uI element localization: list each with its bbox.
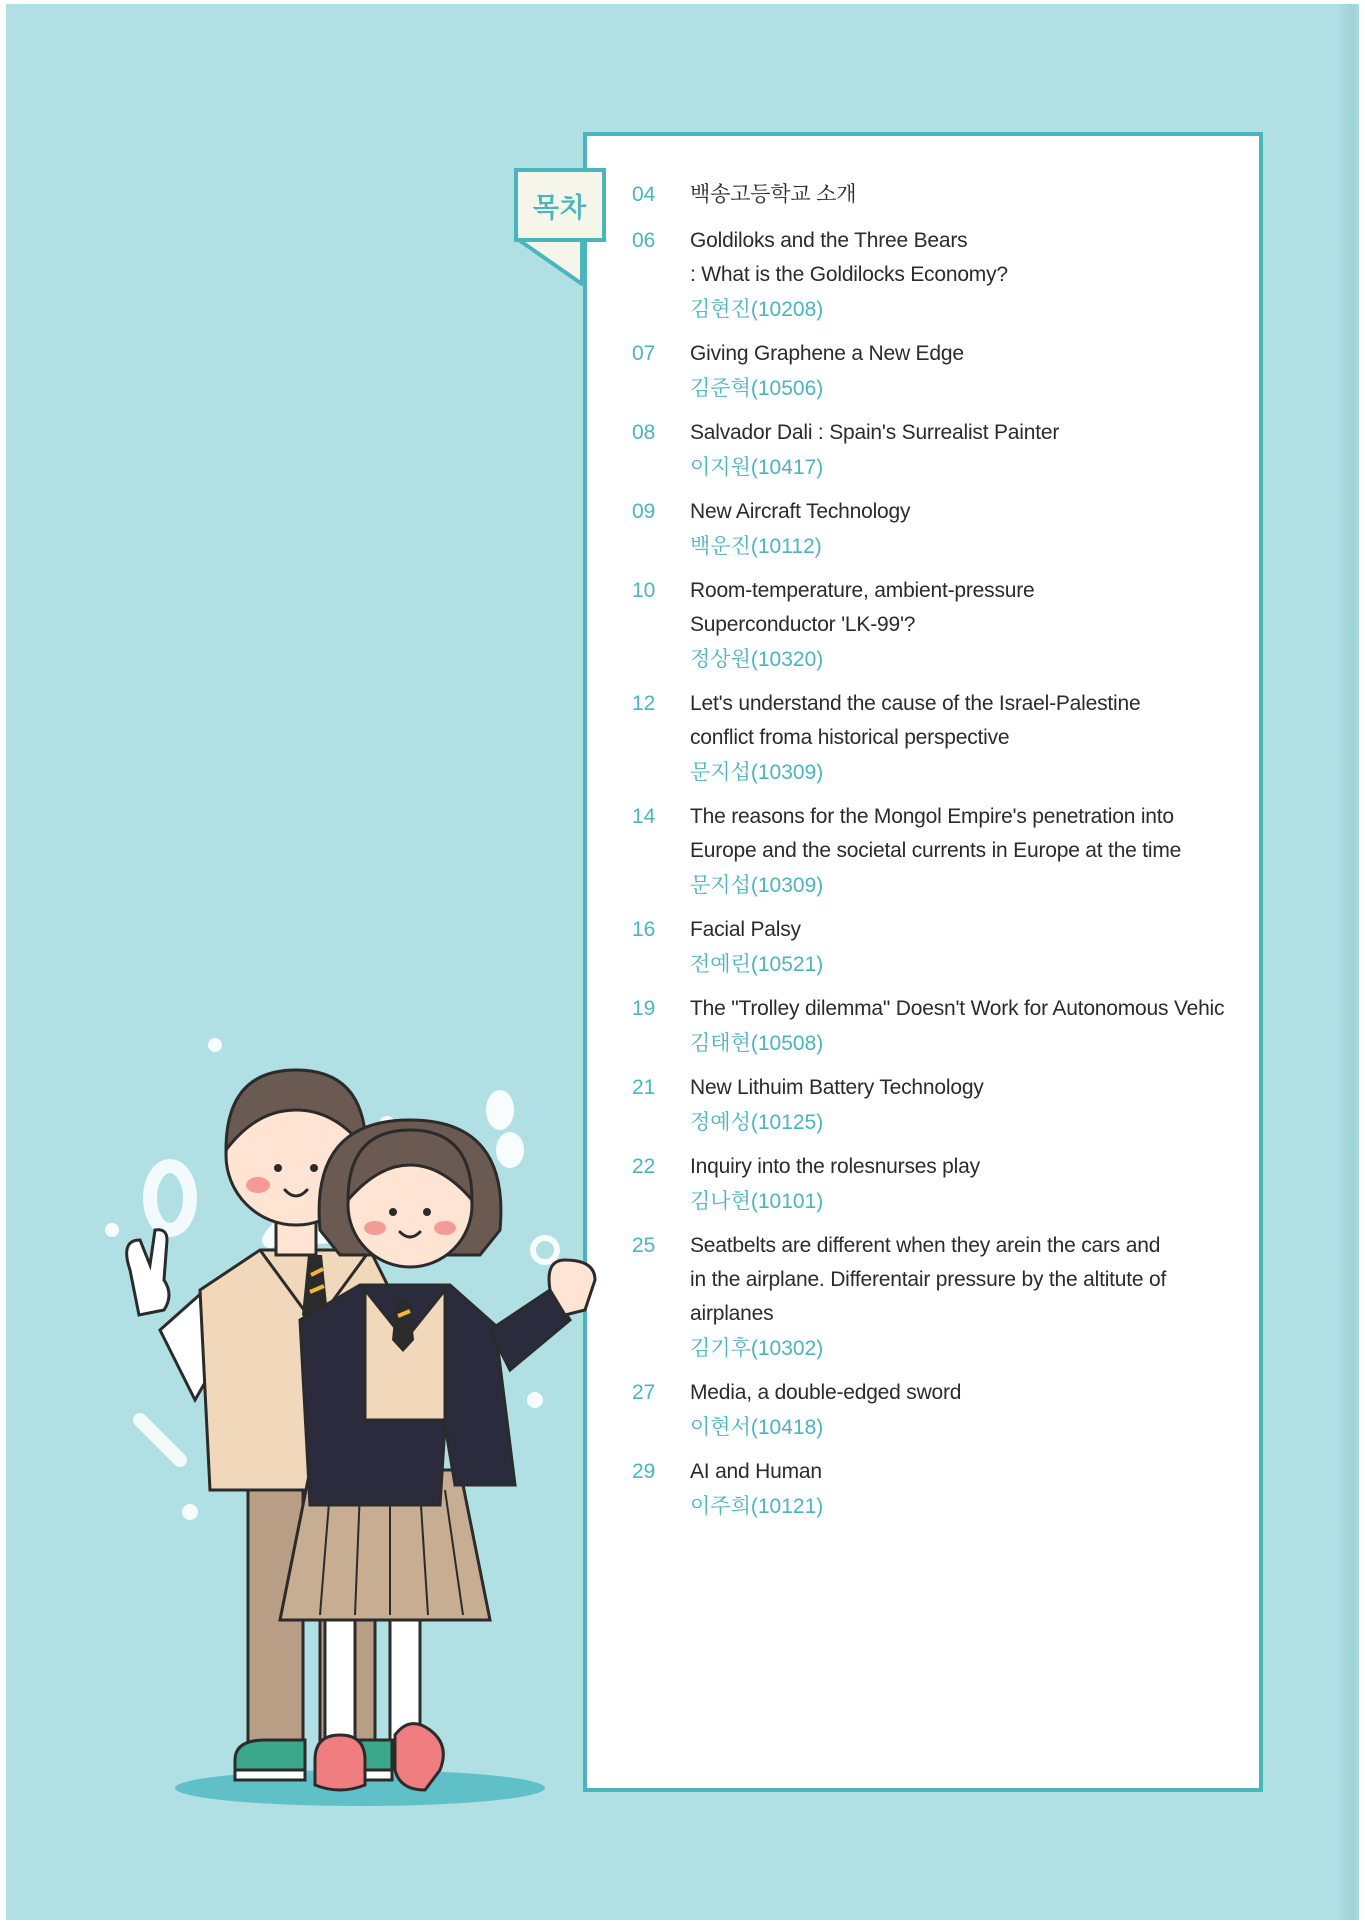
toc-entry xyxy=(632,1455,1232,1525)
toc-entry xyxy=(632,687,1232,791)
toc-entry-title: Salvador Dali : Spain's Surrealist Painter xyxy=(690,421,1060,444)
toc-entry-title: The "Trolley dilemma" Doesn't Work for Autonomous Vehic xyxy=(690,997,1225,1020)
toc-entry-title: conflict froma historical perspective xyxy=(690,726,1010,749)
toc-entry xyxy=(632,1150,1232,1220)
toc-entry xyxy=(632,337,1232,407)
toc-entry-author: 이지원(10417) xyxy=(690,456,824,479)
toc-entry xyxy=(632,416,1232,486)
toc-entry-title: Superconductor 'LK-99'? xyxy=(690,613,916,636)
toc-page-number: 10 xyxy=(632,579,656,602)
toc-entry-author: 문지섭(10309) xyxy=(690,874,824,897)
toc-entry-title: Media, a double-edged sword xyxy=(690,1381,962,1404)
toc-entry-title: Europe and the societal currents in Europe at the time xyxy=(690,839,1182,862)
toc-page-number: 29 xyxy=(632,1460,656,1483)
toc-entry-title: New Lithuim Battery Technology xyxy=(690,1076,984,1099)
tab-pointer-icon xyxy=(514,238,584,288)
toc-entry-title: Facial Palsy xyxy=(690,918,801,941)
toc-entry xyxy=(632,1229,1232,1367)
toc-entry xyxy=(632,495,1232,565)
toc-page-number: 19 xyxy=(632,997,656,1020)
book-spine-shadow xyxy=(1337,4,1359,1920)
toc-entry-title: Let's understand the cause of the Israel-Palestine xyxy=(690,692,1141,715)
toc-page-number: 14 xyxy=(632,805,656,828)
toc-page-number: 07 xyxy=(632,342,656,365)
toc-tab xyxy=(514,168,606,242)
toc-entry xyxy=(632,574,1232,678)
toc-page-number: 12 xyxy=(632,692,656,715)
toc-entry-title: 백송고등학교 소개 xyxy=(690,183,857,206)
toc-entry-title: Seatbelts are different when they arein the cars and xyxy=(690,1234,1161,1257)
toc-entries xyxy=(632,178,1232,1534)
toc-entry-title: New Aircraft Technology xyxy=(690,500,911,523)
toc-entry-author: 김준혁(10506) xyxy=(690,377,824,400)
toc-entry-author: 김현진(10208) xyxy=(690,298,824,321)
toc-entry-author: 정예성(10125) xyxy=(690,1111,824,1134)
toc-entry xyxy=(632,224,1232,328)
toc-entry-title: airplanes xyxy=(690,1302,774,1325)
toc-entry-title: Goldiloks and the Three Bears xyxy=(690,229,968,252)
toc-entry xyxy=(632,1071,1232,1141)
toc-entry-author: 김기후(10302) xyxy=(690,1337,824,1360)
toc-page-number: 09 xyxy=(632,500,656,523)
toc-page-number: 06 xyxy=(632,229,656,252)
toc-entry xyxy=(632,178,1232,212)
toc-entry-title: in the airplane. Differentair pressure by the altitute of xyxy=(690,1268,1167,1291)
toc-entry-author: 정상원(10320) xyxy=(690,648,824,671)
toc-page-number: 04 xyxy=(632,183,656,206)
toc-entry-title: The reasons for the Mongol Empire's penetration into xyxy=(690,805,1174,828)
toc-entry-title: Room-temperature, ambient-pressure xyxy=(690,579,1035,602)
students-illustration xyxy=(100,1000,620,1820)
toc-entry-title: AI and Human xyxy=(690,1460,822,1483)
toc-entry-title: : What is the Goldilocks Economy? xyxy=(690,263,1008,286)
toc-entry-author: 전예린(10521) xyxy=(690,953,824,976)
toc-entry-title: Giving Graphene a New Edge xyxy=(690,342,964,365)
toc-page-number: 25 xyxy=(632,1234,656,1257)
toc-entry xyxy=(632,992,1232,1062)
toc-entry xyxy=(632,913,1232,983)
toc-entry-author: 이주희(10121) xyxy=(690,1495,824,1518)
toc-entry xyxy=(632,1376,1232,1446)
toc-entry-author: 김태현(10508) xyxy=(690,1032,824,1055)
toc-entry xyxy=(632,800,1232,904)
toc-entry-author: 문지섭(10309) xyxy=(690,761,824,784)
toc-label: 목차 xyxy=(532,192,588,223)
toc-entry-author: 백운진(10112) xyxy=(690,535,822,558)
toc-page-number: 08 xyxy=(632,421,656,444)
toc-page-number: 21 xyxy=(632,1076,656,1099)
toc-entry-title: Inquiry into the rolesnurses play xyxy=(690,1155,980,1178)
toc-page-number: 22 xyxy=(632,1155,656,1178)
toc-entry-author: 이현서(10418) xyxy=(690,1416,824,1439)
toc-page-number: 27 xyxy=(632,1381,656,1404)
toc-page-number: 16 xyxy=(632,918,656,941)
toc-entry-author: 김나현(10101) xyxy=(690,1190,824,1213)
